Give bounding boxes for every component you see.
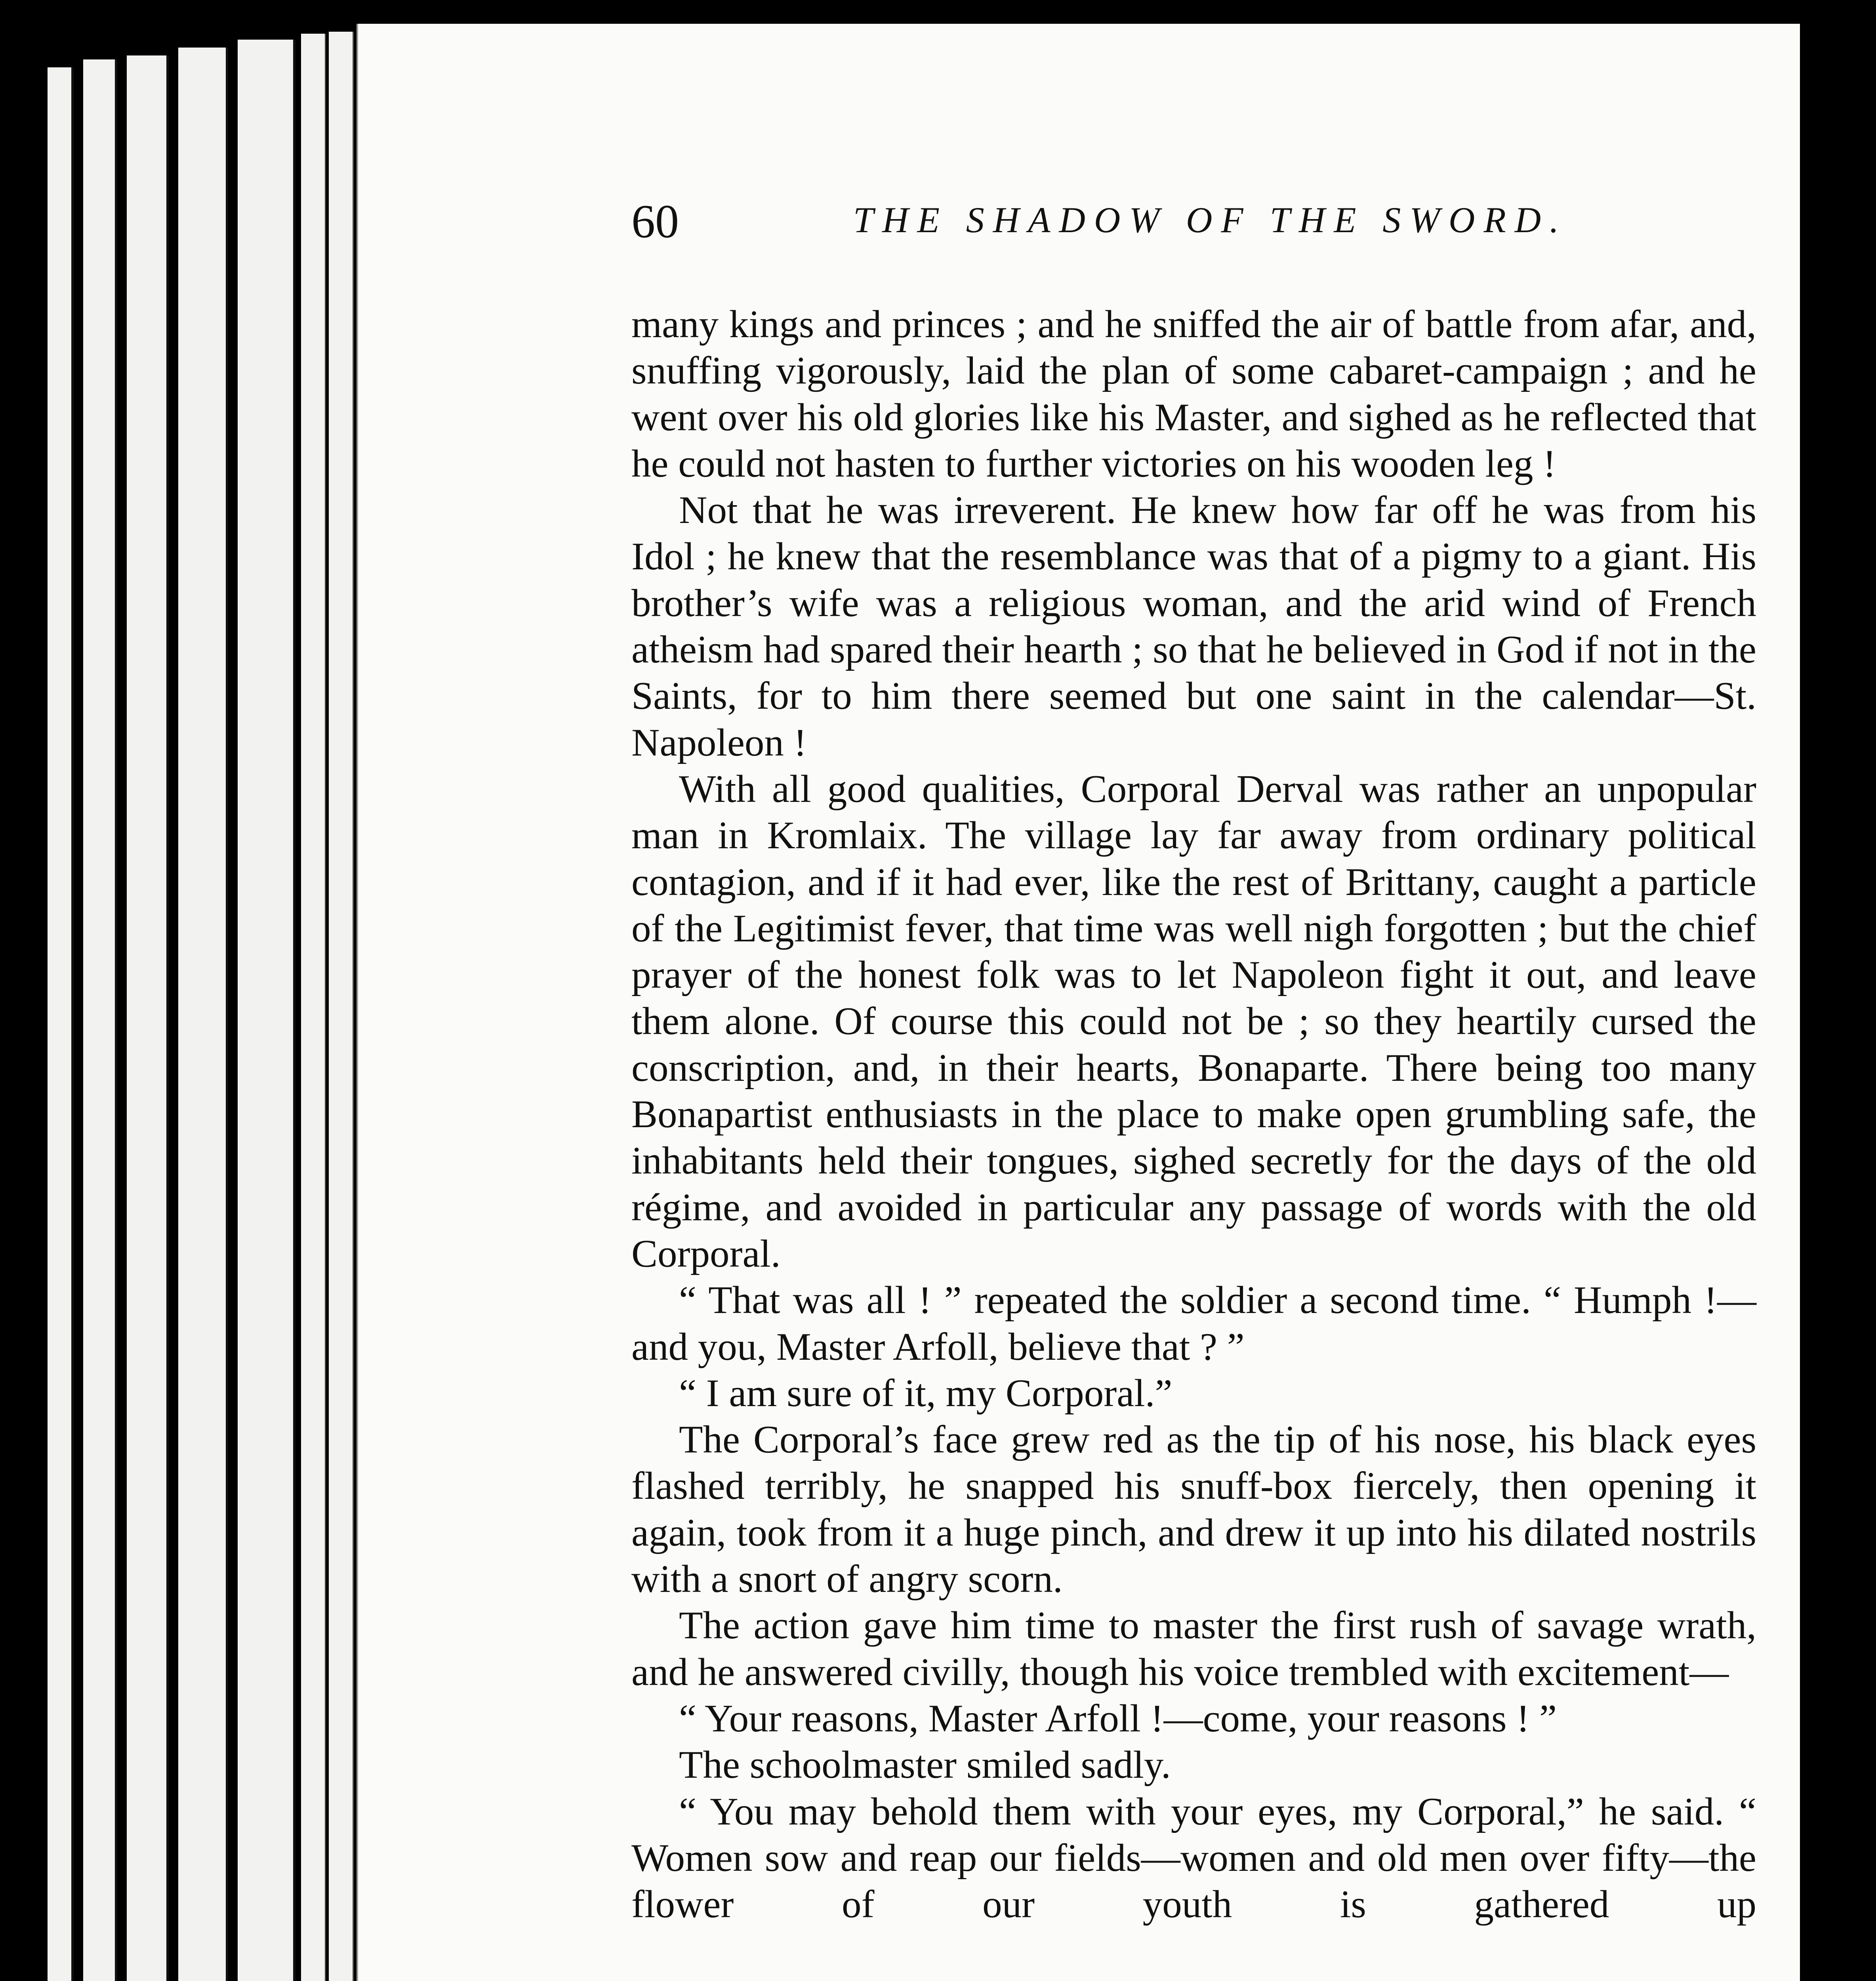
paragraph: With all good qualities, Corporal Derval was rather an unpopular man in Kromlaix. The village lay far away from ordinary political contagion, and if it had ever, like the rest of Brittany, caught a particle of the Legitimist fever, that time was well nigh forgotten ; but the chief prayer of the honest folk was to let Napoleon fight it out, and leave them alone. Of course this could not be ; so they heartily cursed the conscription, and, in their hearts, Bonaparte. There being too many Bonapartist enthusiasts in the place to make open grumbling safe, the inhabitants held their tongues, sighed secretly for the days of the old régime, and avoided in particular any passage of words with the old Corporal. bbox=[631, 767, 1756, 1275]
page-edge bbox=[301, 34, 326, 1981]
body-text bbox=[631, 301, 1756, 1928]
page-edge bbox=[329, 32, 354, 1981]
page-edge bbox=[238, 40, 296, 1981]
paragraph: many kings and princes ; and he sniffed the air of battle from afar, and, snuffing vigorously, laid the plan of some cabaret-campaign ; and he went over his old glories like his Master, and sighed as he reflected that he could not hasten to further victories on his wooden leg ! bbox=[631, 303, 1756, 485]
paragraph: “ You may behold them with your eyes, my Corporal,” he said. “ Women sow and reap our fields—women and old men over fifty—the flower of our youth is gathered up bbox=[631, 1790, 1756, 1926]
page-edge bbox=[48, 67, 74, 1981]
paragraph: The schoolmaster smiled sadly. bbox=[679, 1743, 1171, 1787]
paragraph: “ Your reasons, Master Arfoll !—come, your reasons ! ” bbox=[679, 1697, 1557, 1740]
page-header bbox=[631, 194, 1772, 258]
page-edge bbox=[127, 55, 169, 1981]
paragraph: The Corporal’s face grew red as the tip of his nose, his black eyes flashed terribly, he snapped his snuff-box fiercely, then opening it again, took from it a huge pinch, and drew it up into his dilated nostrils with a snort of angry scorn. bbox=[631, 1418, 1756, 1601]
page-edge bbox=[83, 59, 117, 1981]
running-title: THE SHADOW OF THE SWORD. bbox=[853, 200, 1568, 240]
paragraph: Not that he was irreverent. He knew how far off he was from his Idol ; he knew that the resemblance was that of a pigmy to a giant. His brother’s wife was a religious woman, and the arid wind of French atheism had spared their hearth ; so that he believed in God if not in the Saints, for to him there seemed but one saint in the calendar—St. Napoleon ! bbox=[631, 489, 1756, 764]
book-page bbox=[357, 24, 1800, 1981]
paragraph: The action gave him time to master the first rush of savage wrath, and he answered civilly, though his voice trembled with excitement— bbox=[631, 1604, 1756, 1694]
page-edge bbox=[178, 48, 228, 1981]
paragraph: “ That was all ! ” repeated the soldier a second time. “ Humph !—and you, Master Arfoll, believe that ? ” bbox=[631, 1279, 1756, 1368]
page-number: 60 bbox=[631, 195, 679, 248]
paragraph: “ I am sure of it, my Corporal.” bbox=[679, 1371, 1172, 1415]
